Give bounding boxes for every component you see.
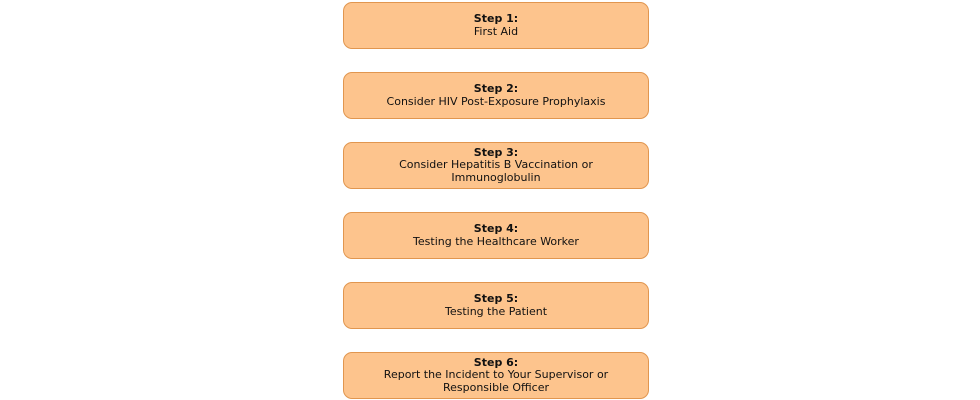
step-4-number: Step 4:: [473, 222, 519, 235]
step-3-box: [343, 142, 649, 189]
step-5-label: Testing the Patient: [444, 304, 548, 318]
step-6-label: Report the Incident to Your Supervisor or Responsible Officer: [383, 368, 609, 394]
step-flowchart: [343, 2, 649, 399]
step-1-label: First Aid: [473, 24, 519, 38]
step-6-number: Step 6:: [473, 355, 519, 369]
step-3-number: Step 3:: [473, 145, 519, 159]
step-3-label: Consider Hepatitis B Vaccination or Immunoglobulin: [399, 158, 593, 184]
step-2-label: Consider HIV Post-Exposure Prophylaxis: [386, 94, 606, 108]
step-4-label: Testing the Healthcare Worker: [413, 234, 579, 248]
step-6-box: [343, 352, 649, 399]
step-2-number: Step 2:: [473, 82, 519, 95]
step-5-number: Step 5:: [473, 292, 519, 305]
step-1-number: Step 1:: [473, 12, 519, 25]
step-4-box: [343, 212, 649, 259]
step-1-box: [343, 2, 649, 49]
step-5-box: [343, 282, 649, 329]
step-2-box: [343, 72, 649, 119]
